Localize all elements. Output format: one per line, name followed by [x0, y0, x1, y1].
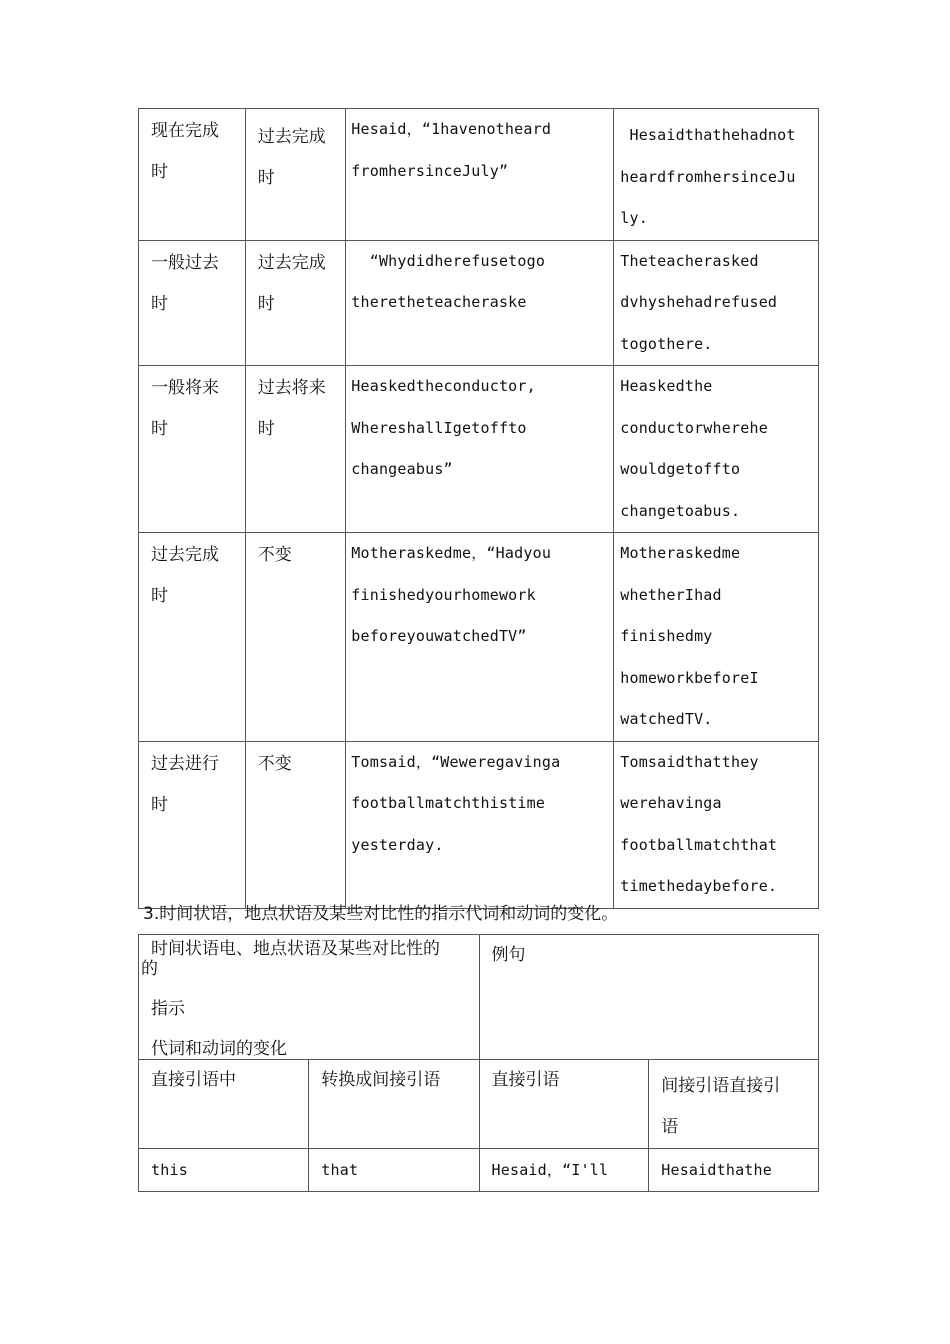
- section-caption: 3.时间状语，地点状语及某些对比性的指示代词和动词的变化。: [143, 904, 619, 924]
- direct-example-cell: Hesaid，“1havenotheard fromhersinceJuly”: [346, 109, 614, 241]
- subheader-cell: 直接引语: [479, 1060, 649, 1149]
- indirect-example-cell: Theteacherasked dvhyshehadrefused togothere.: [614, 240, 819, 366]
- indirect-tense-cell: 过去将来 时: [245, 366, 346, 533]
- subheader-cell: 转换成间接引语: [309, 1060, 479, 1149]
- header-right-text: 例句: [491, 945, 526, 965]
- adverbial-change-table: [138, 934, 819, 1192]
- table-row: [139, 533, 819, 742]
- table-row: [139, 741, 819, 908]
- header-right-cell: [479, 935, 819, 1060]
- table-row: [139, 1149, 819, 1192]
- indirect-word-cell: that: [309, 1149, 479, 1192]
- indirect-tense-cell: 不变: [245, 741, 346, 908]
- direct-tense-cell: 过去完成 时: [139, 533, 246, 742]
- subheader-cell: 直接引语中: [139, 1060, 309, 1149]
- header-left-text: 时间状语电、地点状语及某些对比性的 的 指示 代词和动词的变化: [141, 939, 440, 1059]
- direct-word-cell: this: [139, 1149, 309, 1192]
- subheader-cell: 间接引语直接引 语: [649, 1060, 819, 1149]
- tense-change-table: [138, 108, 819, 909]
- direct-example-cell: Hesaid，“I'll: [479, 1149, 649, 1192]
- indirect-example-cell: Tomsaidthatthey werehavinga footballmatchthat timethedaybefore.: [614, 741, 819, 908]
- indirect-tense-cell: 不变: [245, 533, 346, 742]
- table-row: [139, 240, 819, 366]
- direct-tense-cell: 一般将来 时: [139, 366, 246, 533]
- indirect-tense-cell: 过去完成 时: [245, 240, 346, 366]
- indirect-example-cell: Heaskedthe conductorwherehe wouldgetoffto changetoabus.: [614, 366, 819, 533]
- indirect-example-cell: Hesaidthathehadnot heardfromhersinceJu ly.: [614, 109, 819, 241]
- direct-example-cell: Heaskedtheconductor, WhereshallIgetoffto changeabus”: [346, 366, 614, 533]
- table-row: [139, 109, 819, 241]
- direct-tense-cell: 现在完成 时: [139, 109, 246, 241]
- indirect-tense-cell: 过去完成 时: [245, 109, 346, 241]
- direct-example-cell: Motheraskedme，“Hadyou finishedyourhomework beforeyouwatchedTV”: [346, 533, 614, 742]
- header-left-cell: [139, 935, 480, 1060]
- indirect-example-cell: Motheraskedme whetherIhad finishedmy homeworkbeforeI watchedTV.: [614, 533, 819, 742]
- direct-example-cell: “Whydidherefusetogo theretheteacheraske: [346, 240, 614, 366]
- table-row: [139, 366, 819, 533]
- direct-example-cell: Tomsaid，“Weweregavinga footballmatchthistime yesterday.: [346, 741, 614, 908]
- direct-tense-cell: 过去进行 时: [139, 741, 246, 908]
- direct-tense-cell: 一般过去 时: [139, 240, 246, 366]
- table-header-row: [139, 935, 819, 1060]
- indirect-example-cell: Hesaidthathe: [649, 1149, 819, 1192]
- table-subheader-row: [139, 1060, 819, 1149]
